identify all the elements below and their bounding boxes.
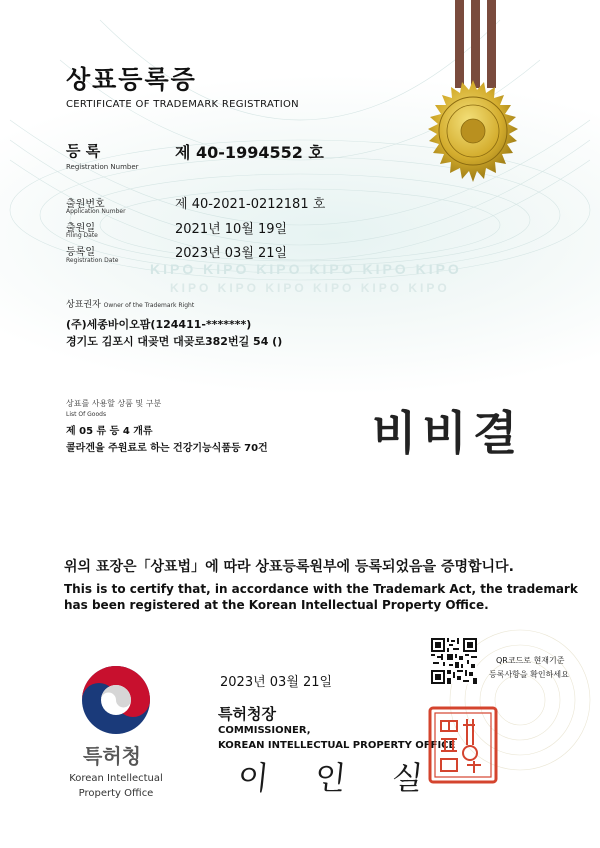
certification-en-line1: This is to certify that, in accordance with the Trademark Act, the trademark xyxy=(64,582,578,596)
gold-seal-icon xyxy=(418,78,528,188)
application-number-label-en: Application Number xyxy=(66,208,126,215)
commissioner-signature: 이 인 실 xyxy=(235,759,443,797)
registration-label-en: Registration Number xyxy=(66,163,139,171)
owner-name: (주)세종바이오팜(124411-*******) xyxy=(66,318,252,331)
kipo-logo-icon xyxy=(80,664,152,736)
certification-ko: 위의 표장은「상표법」에 따라 상표등록원부에 등록되었음을 증명합니다. xyxy=(64,559,514,575)
application-number-label: 출원번호 xyxy=(66,199,105,210)
kipo-watermark: KIPO KIPO KIPO KIPO KIPO KIPO xyxy=(150,261,462,277)
qr-code-icon xyxy=(431,638,477,684)
filing-date-label-en: Filing Date xyxy=(66,232,98,239)
kipo-name-ko: 특허청 xyxy=(83,744,141,768)
kipo-watermark-2: KIPO KIPO KIPO KIPO KIPO KIPO xyxy=(170,281,450,295)
commissioner-title: 특허청장 xyxy=(218,705,276,723)
ribbon-stripe xyxy=(455,0,464,88)
filing-date-value: 2021년 10월 19일 xyxy=(175,222,288,237)
registration-date-value: 2023년 03월 21일 xyxy=(175,246,288,261)
page-subtitle: CERTIFICATE OF TRADEMARK REGISTRATION xyxy=(66,99,299,110)
commissioner-title-en-1: COMMISSIONER, xyxy=(218,725,311,736)
issue-date: 2023년 03월 21일 xyxy=(220,675,333,690)
goods-label-en: List Of Goods xyxy=(66,411,107,418)
qr-note-line2: 등록사항을 확인하세요 xyxy=(489,670,569,679)
registration-date-label-en: Registration Date xyxy=(66,257,119,264)
ribbon-stripe xyxy=(487,0,496,88)
registration-label: 등 록 xyxy=(66,142,101,160)
kipo-name-en-2: Property Office xyxy=(78,788,154,799)
goods-label: 상표를 사용할 상품 및 구분 xyxy=(66,399,162,408)
owner-address: 경기도 김포시 대곶면 대곶로382번길 54 () xyxy=(66,335,283,348)
registration-number: 제 40-1994552 호 xyxy=(175,143,324,162)
trademark-mark: 비비결 xyxy=(372,406,524,460)
filing-date-label: 출원일 xyxy=(66,223,95,234)
application-number-value: 제 40-2021-0212181 호 xyxy=(175,197,326,212)
owner-label-en: Owner of the Trademark Right xyxy=(103,302,195,309)
ribbon-stripe xyxy=(471,0,480,88)
owner-label-ko: 상표권자 xyxy=(66,300,101,310)
registration-date-label: 등록일 xyxy=(66,247,95,258)
kipo-name-en-1: Korean Intellectual xyxy=(69,773,163,784)
qr-note-line1: QR코드로 현재기준 xyxy=(496,656,565,665)
goods-class: 제 05 류 등 4 개류 xyxy=(66,426,153,437)
owner-label xyxy=(66,297,194,310)
page-title: 상표등록증 xyxy=(66,65,197,94)
commissioner-title-en-2: KOREAN INTELLECTUAL PROPERTY OFFICE xyxy=(218,740,456,751)
goods-items: 콜라겐을 주원료로 하는 건강기능식품등 70건 xyxy=(66,443,268,454)
certification-en-line2: has been registered at the Korean Intellectual Property Office. xyxy=(64,598,489,612)
